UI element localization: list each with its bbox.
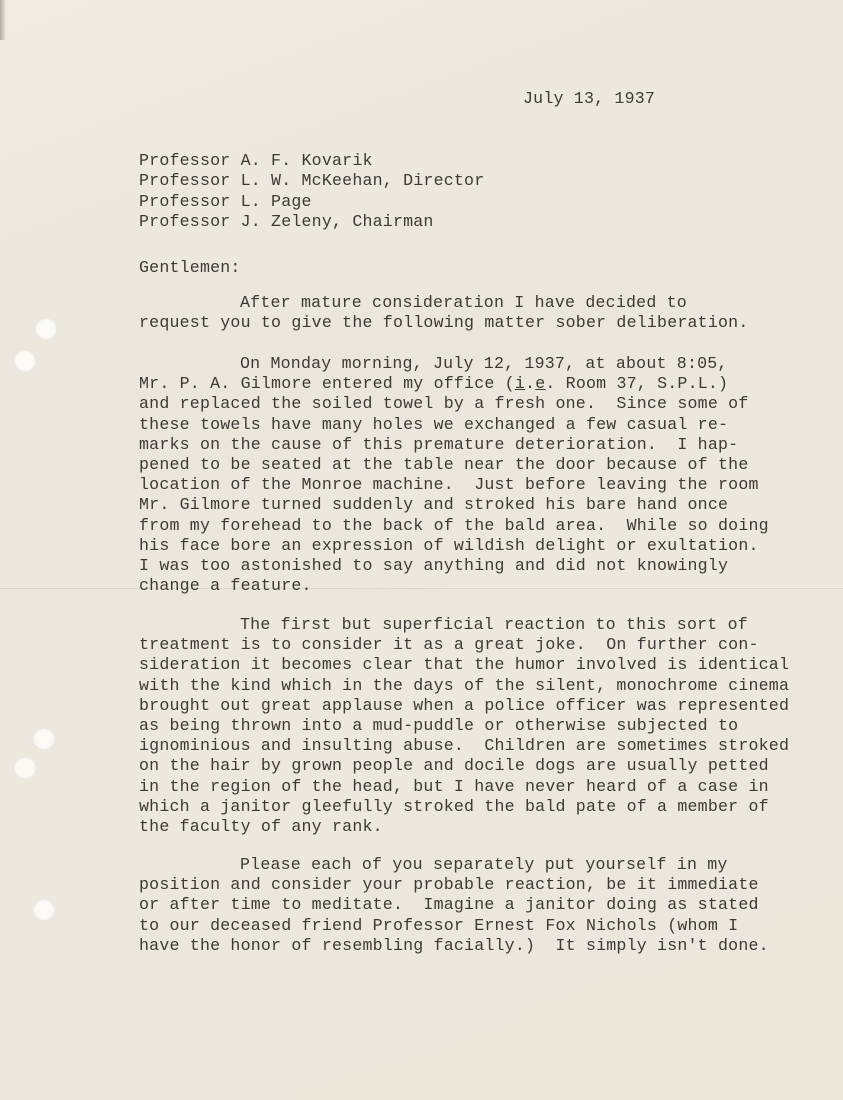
text-line: pened to be seated at the table near the door because of the: [139, 455, 749, 475]
paragraph-1: [139, 293, 748, 333]
punch-hole: [14, 350, 36, 372]
text-line: sideration it becomes clear that the humor involved is identical: [139, 655, 790, 675]
text-line: have the honor of resembling facially.) It simply isn't done.: [139, 935, 769, 955]
text-line: these towels have many holes we exchanged a few casual re-: [139, 414, 729, 434]
text-line: from my forehead to the back of the bald area. While so doing: [139, 515, 769, 535]
paragraph-4: [139, 855, 769, 956]
punch-hole: [33, 728, 55, 750]
addressee: Professor L. W. McKeehan, Director: [139, 171, 485, 191]
text-line: as being thrown into a mud-puddle or otherwise subjected to: [139, 716, 739, 736]
text-line: in the region of the head, but I have never heard of a case in: [139, 776, 769, 796]
text-line-office: [139, 374, 769, 394]
text-line: and replaced the soiled towel by a fresh one. Since some of: [139, 394, 749, 414]
text-line: The first but superficial reaction to this sort of: [240, 615, 748, 634]
text-line: ignominious and insulting abuse. Children are sometimes stroked: [139, 736, 790, 756]
text-line: or after time to meditate. Imagine a janitor doing as stated: [139, 895, 759, 915]
addressee: Professor A. F. Kovarik: [139, 151, 373, 170]
text-line: his face bore an expression of wildish delight or exultation.: [139, 535, 759, 555]
text-line: request you to give the following matter sober deliberation.: [139, 313, 749, 333]
text-line: marks on the cause of this premature deterioration. I hap-: [139, 434, 739, 454]
text-line: On Monday morning, July 12, 1937, at about 8:05,: [240, 354, 728, 373]
text-line: to our deceased friend Professor Ernest Fox Nichols (whom I: [139, 915, 739, 935]
text-segment: Mr. P. A. Gilmore entered my office (: [139, 374, 515, 394]
addressee: Professor J. Zeleny, Chairman: [139, 211, 434, 231]
text-line: position and consider your probable reaction, be it immediate: [139, 875, 759, 895]
text-line: I was too astonished to say anything and did not knowingly: [139, 556, 729, 576]
underlined-i: i: [514, 374, 526, 394]
underlined-e: e: [535, 374, 546, 394]
text-line: location of the Monroe machine. Just before leaving the room: [139, 475, 759, 495]
addressee-list: [139, 151, 484, 232]
addressee: Professor L. Page: [139, 191, 312, 211]
paragraph-2: [139, 354, 769, 596]
text-line: brought out great applause when a police officer was represented: [139, 695, 790, 715]
punch-hole: [35, 318, 57, 340]
punch-hole: [14, 757, 36, 779]
text-line: the faculty of any rank.: [139, 817, 383, 837]
letter-date: July 13, 1937: [523, 89, 656, 108]
paragraph-3: [139, 615, 789, 837]
punch-hole: [33, 899, 55, 921]
text-line: After mature consideration I have decided to: [240, 293, 687, 312]
text-line: Mr. Gilmore turned suddenly and stroked his bare hand once: [139, 495, 729, 515]
text-segment: .: [525, 374, 536, 394]
text-line: treatment is to consider it as a great joke. On further con-: [139, 635, 759, 655]
scan-edge-shadow: [0, 0, 6, 40]
text-line: which a janitor gleefully stroked the bald pate of a member of: [139, 796, 769, 816]
text-line: change a feature.: [139, 576, 312, 596]
text-segment: . Room 37, S.P.L.): [545, 374, 729, 394]
text-line: on the hair by grown people and docile dogs are usually petted: [139, 756, 769, 776]
text-line: with the kind which in the days of the silent, monochrome cinema: [139, 675, 790, 695]
salutation: Gentlemen:: [139, 258, 241, 277]
text-line: Please each of you separately put yourself in my: [240, 855, 728, 874]
